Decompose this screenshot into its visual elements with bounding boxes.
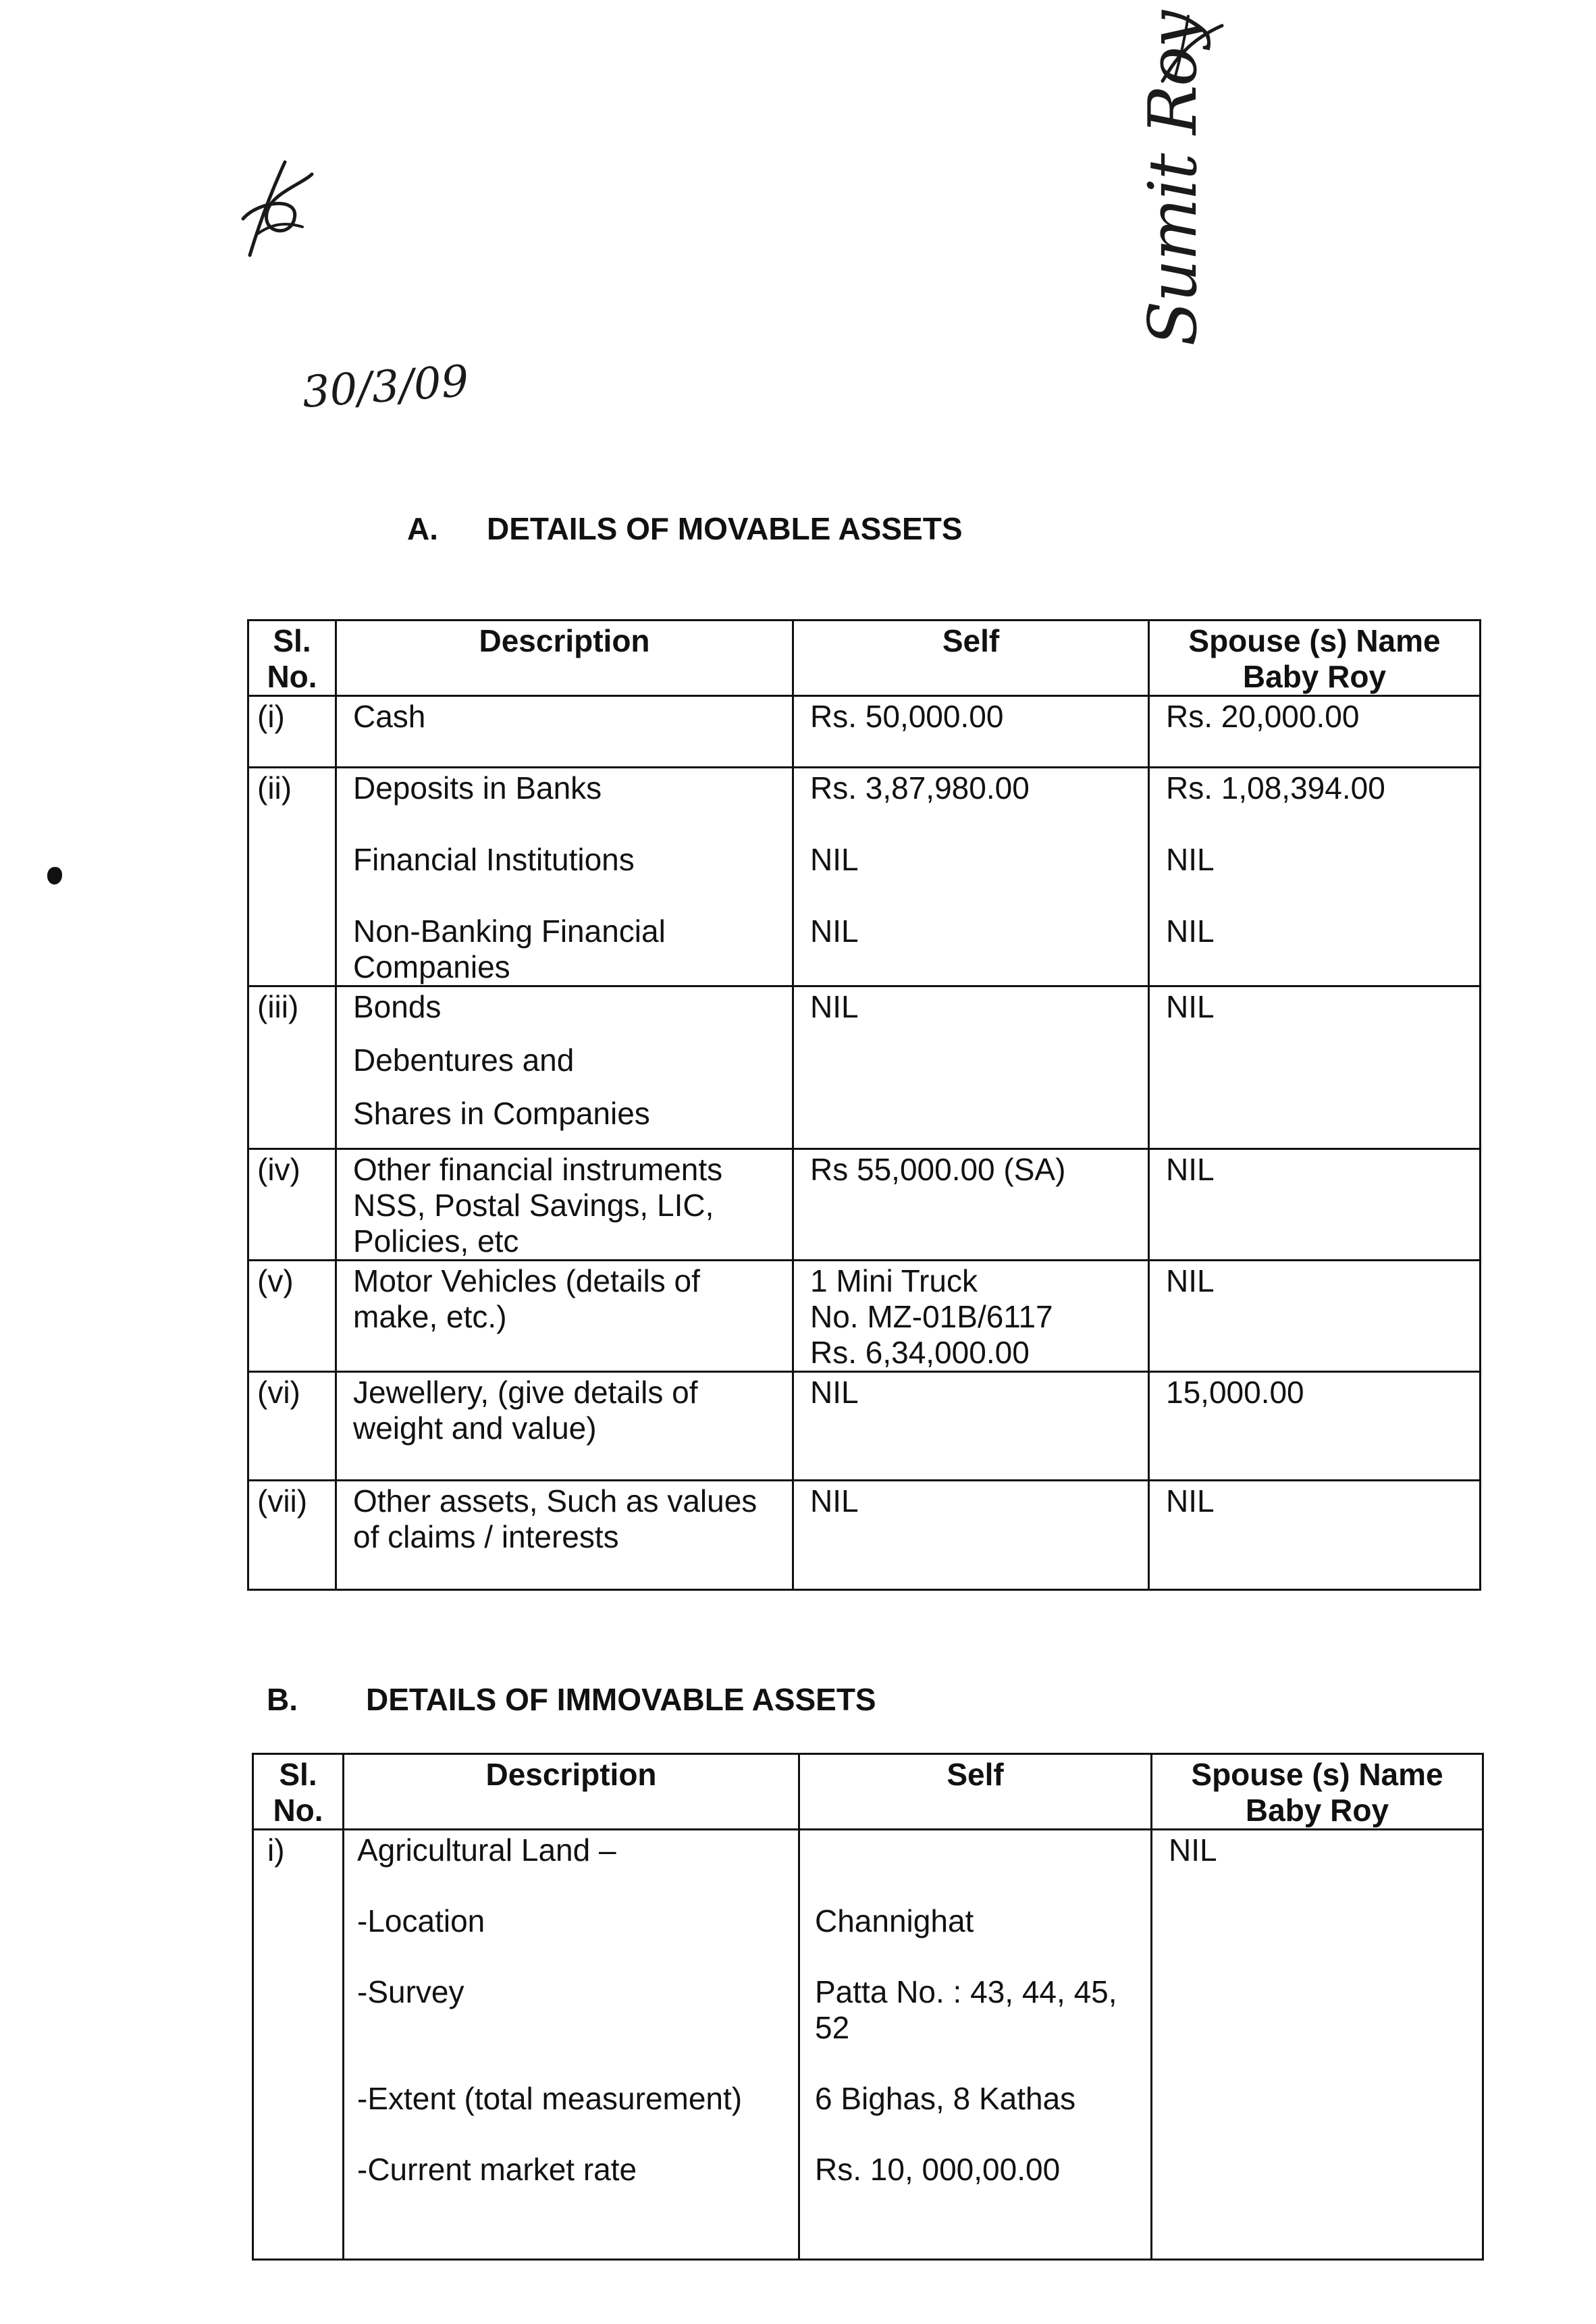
sl-no-cell xyxy=(248,696,336,768)
sl-no-cell xyxy=(248,1372,336,1481)
header-spouse-line2: Baby Roy xyxy=(1242,659,1387,694)
description-item xyxy=(353,914,792,985)
handwritten-date: 30/3/09 xyxy=(300,356,471,418)
header-sl-line1: Sl. xyxy=(273,623,311,658)
table-row xyxy=(248,1481,1481,1590)
table-row xyxy=(248,986,1481,1149)
section-a-title: DETAILS OF MOVABLE ASSETS xyxy=(487,511,963,546)
header-self xyxy=(799,1754,1152,1830)
header-description-label: Description xyxy=(485,1757,657,1792)
description-line: Non-Banking Financial xyxy=(353,914,666,949)
header-description-label: Description xyxy=(479,623,650,658)
description-cell xyxy=(344,1830,799,2260)
movable-assets-table xyxy=(247,619,1481,1591)
description-line: make, etc.) xyxy=(353,1299,507,1334)
spouse-value: NIL xyxy=(1166,1152,1215,1187)
spouse-cell xyxy=(1149,1149,1481,1261)
header-spouse-line1: Spouse (s) Name xyxy=(1188,623,1441,658)
self-value: NIL xyxy=(810,914,859,949)
sl-no: (ii) xyxy=(257,770,292,806)
spouse-value: NIL xyxy=(1169,1832,1217,1868)
spouse-cell xyxy=(1149,1372,1481,1481)
description-cell xyxy=(336,1149,793,1261)
table-row xyxy=(248,1261,1481,1372)
header-sl-no xyxy=(248,620,336,696)
description-cell xyxy=(336,1261,793,1372)
spouse-value: 15,000.00 xyxy=(1166,1375,1304,1410)
spouse-cell xyxy=(1149,986,1481,1149)
description-line: weight and value) xyxy=(353,1410,597,1446)
spouse-cell xyxy=(1152,1830,1483,2260)
spouse-cell xyxy=(1149,1261,1481,1372)
description-line: Motor Vehicles (details of xyxy=(353,1263,700,1298)
sl-no: (i) xyxy=(257,699,285,734)
self-cell xyxy=(793,986,1149,1149)
table-row xyxy=(248,768,1481,986)
description-line: Other assets, Such as values xyxy=(353,1483,757,1518)
table-header-row xyxy=(253,1754,1483,1830)
self-value: NIL xyxy=(810,842,859,877)
description-item xyxy=(353,770,792,806)
header-sl-no xyxy=(253,1754,344,1830)
spouse-value: NIL xyxy=(1166,1483,1215,1518)
self-value: Rs 55,000.00 (SA) xyxy=(810,1152,1066,1187)
sl-no-cell xyxy=(248,986,336,1149)
self-cell xyxy=(793,1481,1149,1590)
description-line: of claims / interests xyxy=(353,1519,619,1554)
table-row xyxy=(253,1830,1483,2260)
description-line: Companies xyxy=(353,949,510,984)
section-b-label: B. xyxy=(267,1682,298,1717)
self-cell xyxy=(793,768,1149,986)
description-line: -Survey xyxy=(357,1974,464,2009)
self-cell xyxy=(793,1149,1149,1261)
handwritten-signature: Sumit Roy xyxy=(1135,11,1212,346)
self-cell xyxy=(799,1830,1152,2260)
sl-no-cell xyxy=(248,1261,336,1372)
header-sl-line1: Sl. xyxy=(279,1757,317,1792)
header-self-label: Self xyxy=(947,1757,1004,1792)
description-cell xyxy=(336,1372,793,1481)
description-line: -Location xyxy=(357,1903,485,1938)
description-line: Debentures and xyxy=(353,1042,575,1078)
section-a-label: A. xyxy=(407,511,438,546)
header-self-label: Self xyxy=(942,623,1000,658)
immovable-assets-table xyxy=(252,1753,1484,2261)
header-description xyxy=(344,1754,799,1830)
description-line: Bonds xyxy=(353,989,442,1024)
section-b-title: DETAILS OF IMMOVABLE ASSETS xyxy=(366,1682,876,1717)
self-value: Rs. 3,87,980.00 xyxy=(810,770,1030,806)
sl-no: (iv) xyxy=(257,1152,300,1187)
sl-no: (iii) xyxy=(257,989,299,1024)
scan-speck xyxy=(47,867,62,884)
description-line: Policies, etc xyxy=(353,1223,519,1259)
self-value: Rs. 6,34,000.00 xyxy=(810,1335,1030,1370)
self-cell xyxy=(793,1261,1149,1372)
header-self xyxy=(793,620,1149,696)
description-line: -Current market rate xyxy=(357,2152,637,2187)
description-line: Shares in Companies xyxy=(353,1096,650,1131)
header-sl-line2: No. xyxy=(273,1793,323,1828)
spouse-value: Rs. 1,08,394.00 xyxy=(1166,770,1385,806)
self-value: Channighat xyxy=(815,1903,974,1938)
self-value: Rs. 50,000.00 xyxy=(810,699,1004,734)
self-value: 1 Mini Truck xyxy=(810,1263,978,1298)
description-item xyxy=(353,842,792,878)
sl-no: (vi) xyxy=(257,1375,300,1410)
spouse-value: NIL xyxy=(1166,914,1215,949)
sl-no-cell xyxy=(253,1830,344,2260)
sl-no-cell xyxy=(248,768,336,986)
spouse-value: NIL xyxy=(1166,989,1215,1024)
spouse-cell xyxy=(1149,768,1481,986)
table-row xyxy=(248,696,1481,768)
spouse-value: Rs. 20,000.00 xyxy=(1166,699,1360,734)
self-value: 6 Bighas, 8 Kathas xyxy=(815,2081,1076,2116)
table-row xyxy=(248,1372,1481,1481)
description-line: -Extent (total measurement) xyxy=(357,2081,743,2116)
self-cell xyxy=(793,696,1149,768)
description-cell xyxy=(336,1481,793,1590)
description-line: Jewellery, (give details of xyxy=(353,1375,698,1410)
sl-no: (vii) xyxy=(257,1483,308,1518)
spouse-value: NIL xyxy=(1166,842,1215,877)
table-row xyxy=(248,1149,1481,1261)
sl-no: (v) xyxy=(257,1263,294,1298)
description-cell xyxy=(336,986,793,1149)
self-value: NIL xyxy=(810,1483,859,1518)
self-value: NIL xyxy=(810,989,859,1024)
description-line: Agricultural Land – xyxy=(357,1832,616,1868)
header-spouse xyxy=(1152,1754,1483,1830)
self-value: No. MZ-01B/6117 xyxy=(810,1299,1053,1334)
header-sl-line2: No. xyxy=(267,659,317,694)
self-value: 52 xyxy=(815,2010,850,2045)
spouse-value: NIL xyxy=(1166,1263,1215,1298)
description-cell xyxy=(336,696,793,768)
table-header-row xyxy=(248,620,1481,696)
sl-no: i) xyxy=(267,1832,285,1868)
header-description xyxy=(336,620,793,696)
header-spouse xyxy=(1149,620,1481,696)
spouse-cell xyxy=(1149,696,1481,768)
self-value: Rs. 10, 000,00.00 xyxy=(815,2152,1061,2187)
sl-no-cell xyxy=(248,1481,336,1590)
header-spouse-line1: Spouse (s) Name xyxy=(1191,1757,1443,1792)
description-line: Deposits in Banks xyxy=(353,770,602,806)
self-value: Patta No. : 43, 44, 45, xyxy=(815,1974,1117,2009)
self-cell xyxy=(793,1372,1149,1481)
description-line: NSS, Postal Savings, LIC, xyxy=(353,1188,714,1223)
header-spouse-line2: Baby Roy xyxy=(1245,1793,1389,1828)
handwritten-initial-mark xyxy=(238,154,319,262)
self-value: NIL xyxy=(810,1375,859,1410)
sl-no-cell xyxy=(248,1149,336,1261)
description-cell xyxy=(336,768,793,986)
description-line: Cash xyxy=(353,699,426,734)
spouse-cell xyxy=(1149,1481,1481,1590)
description-line: Financial Institutions xyxy=(353,842,635,877)
description-line: Other financial instruments xyxy=(353,1152,723,1187)
